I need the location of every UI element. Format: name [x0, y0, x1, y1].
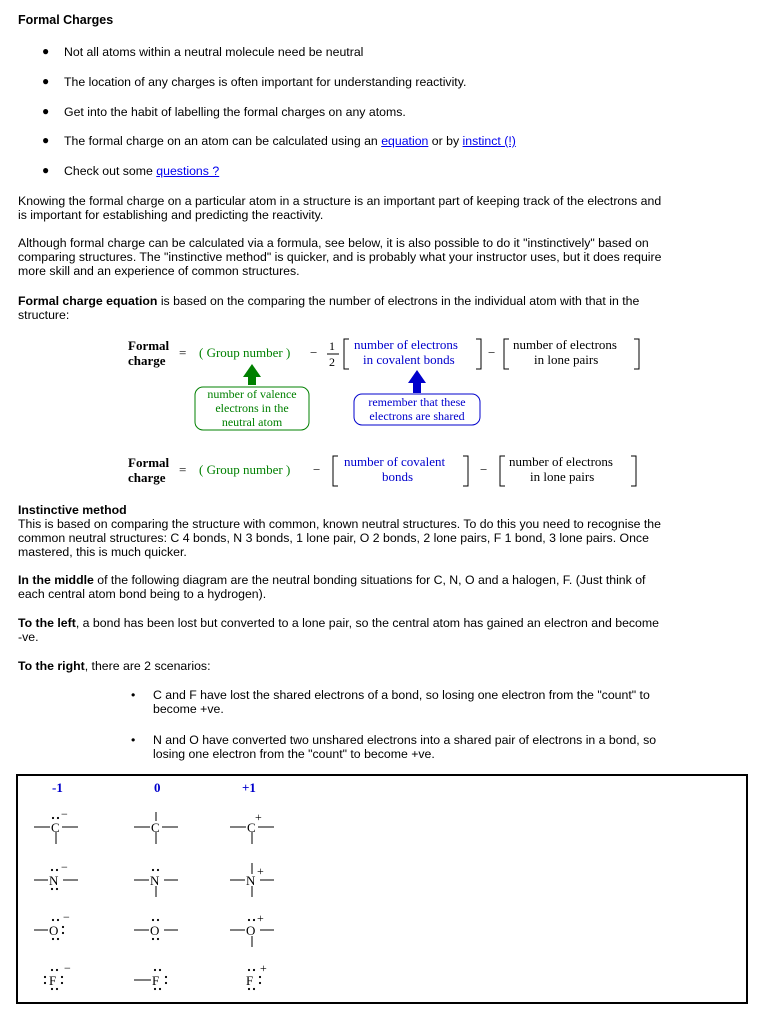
- paragraph-line: [18, 573, 758, 587]
- alkoxide-structure: [34, 910, 70, 940]
- equation-link[interactable]: equation: [381, 134, 429, 148]
- section-heading: Instinctive method: [18, 503, 127, 517]
- paragraph-line: comparing structures. The "instinctive method" is quicker, and is probably what your instructor uses, but it does require: [18, 250, 662, 264]
- charge-minus: −: [64, 961, 71, 975]
- bullet-text-part: or by: [428, 134, 463, 148]
- structures-diagram: [16, 774, 748, 1004]
- atom-c: C: [51, 820, 60, 835]
- paragraph-line: mastered, this is much quicker.: [18, 545, 187, 559]
- blue-arrow-icon: [408, 370, 426, 393]
- charge-plus: +: [257, 911, 264, 925]
- eq1-lone-top: number of electrons: [513, 337, 617, 352]
- neutral-fluorine-structure: [134, 969, 167, 990]
- eq1-label-bottom: charge: [128, 353, 166, 368]
- atom-f: F: [246, 973, 254, 988]
- section-instinctive: [18, 503, 758, 559]
- page-title: Formal Charges: [18, 13, 114, 27]
- nitrogen-anion-structure: [34, 860, 78, 890]
- bold-term: In the middle: [18, 573, 94, 587]
- bullet-text: The location of any charges is often important for understanding reactivity.: [64, 75, 467, 89]
- charge-plus: +: [257, 864, 264, 878]
- bullet-text: [153, 688, 723, 716]
- eq2-bonds-top: number of covalent: [344, 454, 446, 469]
- bullet-dot: ●: [42, 133, 50, 147]
- atom-o: O: [150, 923, 160, 938]
- eq1-bracket-left: [344, 339, 349, 369]
- carbocation-structure: [230, 810, 274, 844]
- eq1-label-top: Formal: [128, 338, 170, 353]
- eq2-equals: =: [179, 462, 187, 477]
- eq2-minus: −: [313, 462, 321, 477]
- column-header-plus-one: +1: [242, 780, 256, 795]
- bullet-text: Not all atoms within a neutral molecule need be neutral: [64, 45, 364, 59]
- atom-n: N: [49, 873, 59, 888]
- bullet-text: [153, 733, 723, 761]
- atom-n: N: [246, 873, 256, 888]
- eq2-bracket-left: [333, 456, 338, 486]
- eq2-label-bottom: charge: [128, 470, 166, 485]
- bold-term: Formal charge equation: [18, 294, 158, 308]
- instinct-link[interactable]: instinct (!): [462, 134, 516, 148]
- fluorine-cation-structure: [246, 961, 267, 990]
- paragraph-line: C and F have lost the shared electrons of a bond, so losing one electron from the "count" to: [153, 688, 650, 702]
- paragraph-text: , there are 2 scenarios:: [84, 659, 211, 673]
- paragraph-line: -ve.: [18, 630, 39, 644]
- charge-minus: −: [61, 807, 68, 821]
- carbanion-structure: [34, 807, 78, 844]
- eq1-bonds-bottom: in covalent bonds: [363, 352, 455, 367]
- paragraph-right: [18, 659, 758, 673]
- eq1-bracket-left-2: [504, 339, 509, 369]
- paragraph-line: [18, 616, 758, 630]
- bold-term: To the right: [18, 659, 85, 673]
- bullet-dot: ●: [42, 163, 50, 177]
- paragraph-line: become +ve.: [153, 702, 224, 716]
- structures-svg: [18, 776, 318, 996]
- paragraph-line: losing one electron from the "count" to become +ve.: [153, 747, 435, 761]
- eq2-bonds-bottom: bonds: [382, 469, 414, 484]
- questions-link[interactable]: questions ?: [156, 164, 220, 178]
- paragraph-line: This is based on comparing the structure with common, known neutral structures. To do this you need to recognise the: [18, 517, 661, 531]
- eq2-lone-bottom: in lone pairs: [530, 469, 595, 484]
- paragraph-line: [18, 659, 758, 673]
- paragraph-line: Knowing the formal charge on a particular atom in a structure is an important part of keeping track of the electrons and: [18, 194, 662, 208]
- paragraph-text: , a bond has been lost but converted to a lone pair, so the central atom has gained an electron and become: [75, 616, 659, 630]
- eq2-bracket-right-2: [631, 456, 636, 486]
- column-header-zero: 0: [154, 780, 161, 795]
- paragraph-line: each central atom bond being to a hydrogen).: [18, 587, 267, 601]
- eq1-lone-bottom: in lone pairs: [534, 352, 599, 367]
- eq1-bracket-right-2: [634, 339, 639, 369]
- bullet-dot: •: [131, 688, 136, 702]
- eq2-minus-2: −: [480, 462, 488, 477]
- green-arrow-icon: [243, 364, 261, 385]
- eq2-bracket-right: [463, 456, 468, 486]
- fluoride-structure: [44, 961, 71, 990]
- valence-note-line: electrons in the: [215, 401, 289, 415]
- paragraph-text: is based on the comparing the number of electrons in the individual atom with that in the: [157, 294, 640, 308]
- paragraph-line: Although formal charge can be calculated via a formula, see below, it is also possible to do it "instinctively" based on: [18, 236, 649, 250]
- paragraph-line: more skill and an experience of common structures.: [18, 264, 300, 278]
- charge-plus: +: [255, 810, 262, 824]
- atom-f: F: [49, 973, 57, 988]
- bullet-text-part: Check out some: [64, 164, 157, 178]
- atom-o: O: [49, 923, 59, 938]
- bullet-text-part: The formal charge on an atom can be calculated using an: [64, 134, 382, 148]
- oxonium-structure: [230, 911, 274, 947]
- bold-term: To the left: [18, 616, 76, 630]
- eq1-frac-num: 1: [329, 339, 335, 353]
- eq2-group-number: ( Group number ): [199, 462, 291, 477]
- bullet-dot: ●: [42, 44, 50, 58]
- eq1-bracket-right: [476, 339, 481, 369]
- atom-n: N: [150, 873, 160, 888]
- paragraph-line: N and O have converted two unshared electrons into a shared pair of electrons in a bond, so: [153, 733, 657, 747]
- neutral-carbon-structure: [134, 812, 178, 844]
- atom-f: F: [152, 973, 160, 988]
- eq1-minus-2: −: [488, 345, 496, 360]
- eq1-equals: =: [179, 345, 187, 360]
- bullet-dot: ●: [42, 104, 50, 118]
- valence-note-line: number of valence: [207, 387, 297, 401]
- paragraph-middle: [18, 573, 758, 601]
- ammonium-structure: [230, 863, 274, 897]
- atom-c: C: [151, 820, 160, 835]
- paragraph-line: structure:: [18, 308, 70, 322]
- eq2-label-top: Formal: [128, 455, 170, 470]
- neutral-nitrogen-structure: [134, 869, 178, 897]
- column-header-minus-one: -1: [52, 780, 63, 795]
- paragraph-line: is important for establishing and predicting the reactivity.: [18, 208, 324, 222]
- paragraph-line: common neutral structures: C 4 bonds, N 3 bonds, 1 lone pair, O 2 bonds, 2 lone pairs, F 1 bond, 3 lone pairs. Once: [18, 531, 649, 545]
- eq2-bracket-left-2: [500, 456, 505, 486]
- paragraph-text: of the following diagram are the neutral bonding situations for C, N, O and a halogen, F. (Just think of: [93, 573, 646, 587]
- atom-o: O: [246, 923, 256, 938]
- shared-note-line: electrons are shared: [369, 409, 465, 423]
- valence-note-line: neutral atom: [221, 415, 283, 429]
- eq1-bonds-top: number of electrons: [354, 337, 458, 352]
- shared-note-line: remember that these: [368, 395, 466, 409]
- bullet-dot: •: [131, 733, 136, 747]
- eq1-minus: −: [310, 345, 318, 360]
- atom-c: C: [247, 820, 256, 835]
- charge-minus: −: [61, 860, 68, 874]
- eq2-lone-top: number of electrons: [509, 454, 613, 469]
- bullet-dot: ●: [42, 74, 50, 88]
- paragraph-left: [18, 616, 758, 644]
- eq1-frac-den: 2: [329, 355, 335, 369]
- bullet-text: Get into the habit of labelling the formal charges on any atoms.: [64, 105, 406, 119]
- neutral-oxygen-structure: [134, 919, 178, 940]
- charge-minus: −: [63, 910, 70, 924]
- charge-plus: +: [260, 961, 267, 975]
- formal-charge-equations: [0, 0, 768, 500]
- eq1-group-number: ( Group number ): [199, 345, 291, 360]
